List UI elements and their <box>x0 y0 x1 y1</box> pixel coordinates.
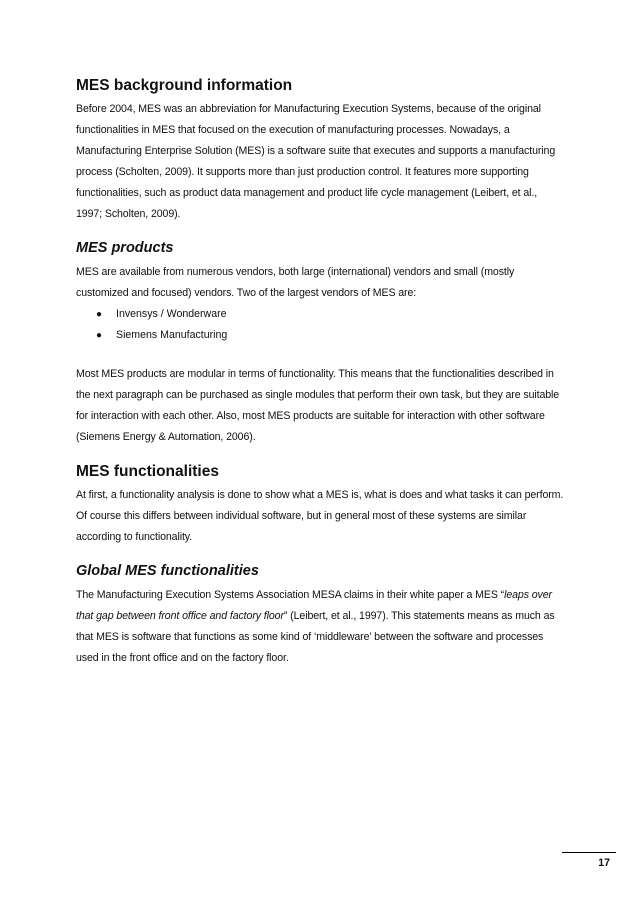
bullet-icon: ● <box>96 330 103 341</box>
heading-mes-background: MES background information <box>76 77 293 94</box>
list-item: ● Invensys / Wonderware <box>76 304 564 325</box>
vendor-list <box>76 304 564 346</box>
list-item: ● Siemens Manufacturing <box>76 325 564 346</box>
bullet-icon: ● <box>96 309 103 320</box>
page-number: 17 <box>598 857 610 869</box>
footer-rule <box>562 852 616 853</box>
heading-mes-products: MES products <box>76 240 174 256</box>
quote-italic: leaps over that gap between front office and factory floor <box>76 589 552 622</box>
page-content <box>76 76 564 669</box>
heading-mes-functionalities: MES functionalities <box>76 463 219 480</box>
paragraph-mes-products-intro: MES are available from numerous vendors, both large (international) vendors and small (mostly customized and focused) vendors. Two of the largest vendors of MES are: <box>76 266 515 299</box>
paragraph-mes-functionalities: At first, a functionality analysis is done to show what a MES is, what is does and what tasks it can perform. Of course this differs between individual software, but in general most of these systems are similar according to functionality. <box>76 489 564 543</box>
paragraph-mes-modular: Most MES products are modular in terms of functionality. This means that the functionalities described in the next paragraph can be purchased as single modules that perform their own task, but they are suitable for interaction with each other. Also, most MES products are suitable for interaction with other software (Siemens Energy & Automation, 2006). <box>76 368 560 443</box>
paragraph-global-mes: The Manufacturing Execution Systems Association MESA claims in their white paper a MES “leaps over that gap between front office and factory floor” (Leibert, et al., 1997). This statements means as much as that MES is software that functions as some kind of ‘middleware’ between the software and processes used in the front office and on the factory floor. <box>76 589 555 664</box>
paragraph-mes-background: Before 2004, MES was an abbreviation for Manufacturing Execution Systems, because of the original functionalities in MES that focused on the execution of manufacturing processes. Nowadays, a Manufacturing Enterprise Solution (MES) is a software suite that executes and supports a manufacturing process (Scholten, 2009). It supports more than just production control. It features more supporting functionalities, such as product data management and product life cycle management (Leibert, et al., 1997; Scholten, 2009). <box>76 103 556 220</box>
heading-global-mes-functionalities: Global MES functionalities <box>76 563 259 579</box>
